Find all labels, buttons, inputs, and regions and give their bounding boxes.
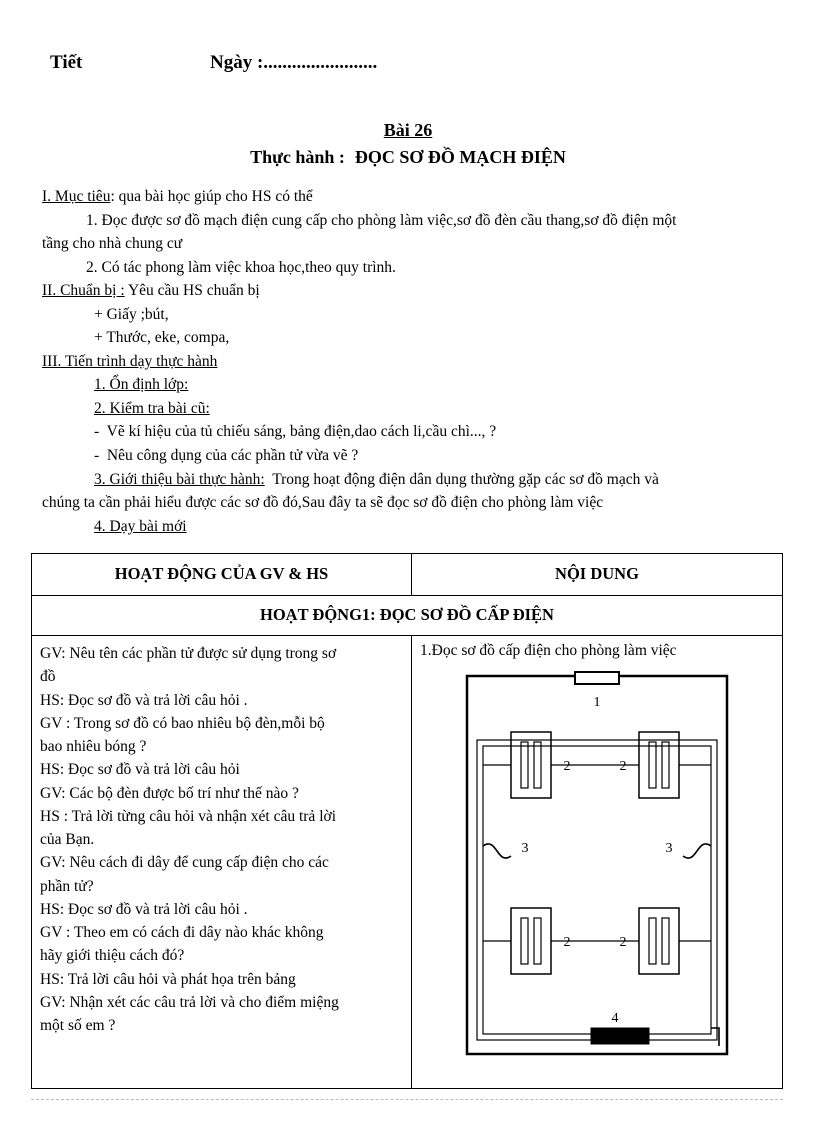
column-header-activity: HOẠT ĐỘNG CỦA GV & HS: [32, 554, 412, 595]
objective-heading: I. Mục tiêu: [42, 188, 111, 205]
objective-heading-line: [42, 185, 782, 209]
circuit-diagram-svg: [463, 670, 731, 1060]
table-body-row: [32, 636, 782, 1088]
label-2-tl: 2: [563, 759, 571, 774]
lesson-body: [42, 185, 782, 538]
label-4: 4: [611, 1011, 619, 1026]
dialogue-line: bao nhiêu bóng ?: [40, 738, 147, 755]
step-3-cont: chúng ta cần phải hiểu được các sơ đồ đó,Sau đây ta sẽ đọc sơ đồ điện cho phòng làm việc: [42, 494, 604, 512]
prep-heading-rest: Yêu cầu HS chuẩn bị: [124, 282, 260, 300]
dialogue-line: HS: Đọc sơ đồ và trả lời câu hỏi .: [40, 900, 248, 918]
page-header: [50, 52, 750, 74]
dialogue-line: HS: Trả lời câu hỏi và phát họa trên bảng: [40, 970, 296, 988]
dialogue-line: GV : Trong sơ đồ có bao nhiêu bộ đèn,mỗi bộ: [40, 714, 325, 732]
dialogue-line: HS: Đọc sơ đồ và trả lời câu hỏi .: [40, 691, 248, 709]
dialogue-line: HS : Trả lời từng câu hỏi và nhận xét câu trả lời: [40, 807, 336, 825]
label-2-bl: 2: [563, 935, 571, 950]
dialogue-line: GV: Nhận xét các câu trả lời và cho điểm miệng: [40, 993, 339, 1011]
dialogue-line: của Bạn.: [40, 831, 95, 848]
step-3-line: [42, 468, 782, 492]
activity-title-row: [32, 596, 782, 636]
figure-caption: 1.Đọc sơ đồ cấp điện cho phòng làm việc: [420, 642, 677, 659]
title-text: ĐỌC SƠ ĐỒ MẠCH ĐIỆN: [354, 147, 566, 167]
question-1: - Vẽ kí hiệu của tủ chiếu sáng, bảng điện,dao cách li,cầu chì..., ?: [94, 423, 497, 441]
dialogue-line: GV: Nêu tên các phần tử được sử dụng trong sơ: [40, 645, 337, 662]
dialogue-line: phần tử?: [40, 877, 94, 895]
label-3-left: 3: [521, 841, 529, 856]
prep-heading: II. Chuẩn bị :: [42, 282, 125, 300]
lesson-table: [31, 553, 783, 1089]
label-3-right: 3: [665, 841, 673, 856]
table-header-row: [32, 554, 782, 596]
process-heading: III. Tiến trình dạy thực hành: [42, 352, 218, 370]
step-3-heading: 3. Giới thiệu bài thực hành:: [94, 470, 265, 488]
activity-title: HOẠT ĐỘNG1: ĐỌC SƠ ĐỒ CẤP ĐIỆN: [260, 605, 554, 624]
prep-heading-line: [42, 279, 782, 303]
dialogue-line: GV: Các bộ đèn được bố trí như thế nào ?: [40, 784, 299, 802]
footer-divider: [31, 1099, 783, 1100]
dialogue-line: đồ: [40, 668, 56, 686]
dialogue-cell: [32, 636, 412, 1088]
objective-2: 2. Có tác phong làm việc khoa học,theo quy trình.: [86, 258, 396, 276]
dialogue-line: HS: Đọc sơ đồ và trả lời câu hỏi: [40, 761, 240, 779]
dialogue-line: GV : Theo em có cách đi dây nào khác không: [40, 924, 324, 941]
dialogue-line: GV: Nêu cách đi dây để cung cấp điện cho các: [40, 854, 329, 872]
dialogue-line: một số em ?: [40, 1017, 116, 1034]
dialogue-line: hãy giới thiệu cách đó?: [40, 947, 185, 965]
practice-label: Thực hành :: [250, 147, 345, 167]
step-1: 1. Ổn định lớp:: [94, 376, 189, 394]
content-cell: [412, 636, 782, 1088]
ngay-label: Ngày :........................: [210, 52, 378, 73]
label-1: 1: [593, 695, 601, 710]
label-2-tr: 2: [619, 759, 627, 774]
prep-item-2: + Thước, eke, compa,: [94, 329, 230, 347]
objective-heading-rest: : qua bài học giúp cho HS có thể: [110, 188, 313, 205]
circuit-diagram: [463, 670, 731, 1065]
objective-1-cont: tầng cho nhà chung cư: [42, 235, 183, 253]
column-header-content: NỘI DUNG: [555, 564, 639, 583]
lesson-number: Bài 26: [383, 120, 433, 140]
question-2: - Nêu công dụng của các phần tử vừa vẽ ?: [94, 447, 359, 465]
prep-item-1: + Giấy ;bút,: [94, 305, 169, 323]
page-title: [0, 147, 816, 168]
step-2: 2. Kiểm tra bài cũ:: [94, 399, 210, 417]
tiet-label: Tiết: [50, 52, 83, 73]
step-4: 4. Dạy bài mới: [94, 517, 187, 535]
label-2-br: 2: [619, 935, 627, 950]
step-3-rest: Trong hoạt động điện dân dụng thường gặp các sơ đồ mạch và: [264, 470, 659, 488]
objective-1: 1. Đọc được sơ đồ mạch điện cung cấp cho phòng làm việc,sơ đồ đèn cầu thang,sơ đồ điện một: [86, 211, 677, 229]
